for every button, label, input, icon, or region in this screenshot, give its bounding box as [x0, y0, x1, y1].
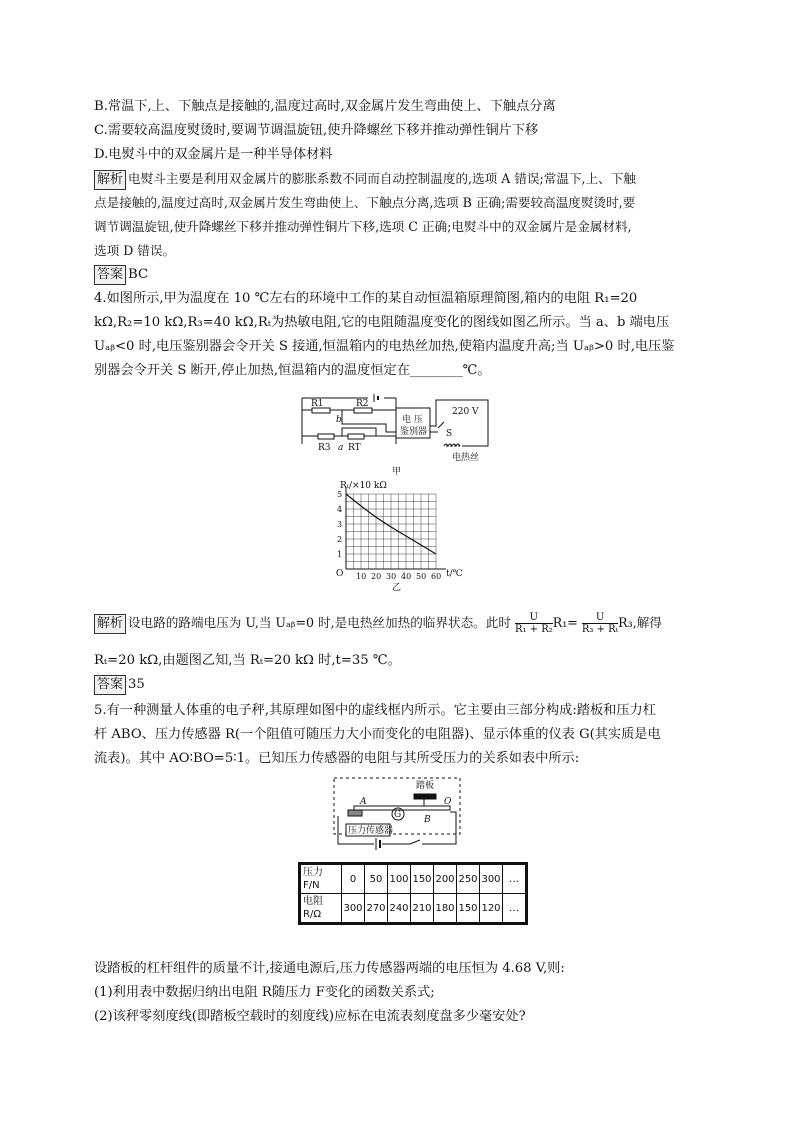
answer-tag: 答案 — [94, 265, 126, 285]
circuit-diagram-jia — [296, 392, 496, 476]
chart-xlabel: t/℃ — [446, 569, 463, 579]
x-tick-label: 20 — [371, 572, 382, 581]
q5-stem-line2: 杆 ABO、压力传感器 R(一个阻值可随压力大小而变化的电阻器)、显示体重的仪表 G(其实质是电 — [94, 727, 661, 742]
x-tick-label: 50 — [416, 572, 427, 581]
q5-condition: 设踏板的杠杆组件的质量不计,接通电源后,压力传感器两端的电压恒为 4.68 V,则: — [94, 961, 565, 976]
table-cell: 240 — [388, 894, 411, 924]
y-tick-label: 5 — [337, 490, 343, 499]
row-header: 压力 F/N — [300, 864, 342, 894]
table-cell: 200 — [434, 864, 457, 894]
q3-option-b: B.常温下,上、下触点是接触的,温度过高时,双金属片发生弯曲使上、下触点分离 — [94, 99, 556, 114]
detector-line1: 电 压 — [402, 415, 423, 425]
table-cell: 0 — [342, 864, 365, 894]
answer-tag: 答案 — [94, 675, 126, 695]
sensor-label: 压力传感器 — [348, 826, 394, 836]
meter-g: G — [394, 810, 402, 820]
label-rt: RT — [348, 443, 361, 453]
q3-option-c: C.需要较高温度熨烫时,要调节调温旋钮,使升降螺丝下移并推动弹性铜片下移 — [94, 123, 539, 138]
pedal-label: 踏板 — [416, 781, 435, 791]
q3-option-d: D.电熨斗中的双金属片是一种半导体材料 — [94, 147, 333, 162]
row-header: 电阻 R/Ω — [300, 894, 342, 924]
voltage-label: 220 V — [452, 407, 479, 417]
table-cell: 300 — [480, 864, 503, 894]
table-cell: 100 — [388, 864, 411, 894]
scale-diagram — [330, 774, 464, 860]
q5-stem-line1: 5.有一种测量人体重的电子秤,其原理如图中的虚线框内所示。它主要由三部分构成:踏板和压力杠 — [94, 703, 656, 718]
chart-ylabel: Rₜ/×10 kΩ — [340, 481, 387, 491]
table-row — [300, 894, 527, 924]
point-o: O — [444, 797, 452, 807]
chart-caption: 乙 — [392, 583, 402, 593]
caption-jia: 甲 — [392, 467, 402, 476]
q4-analysis-line2: Rₜ=20 kΩ,由题图乙知,当 Rₜ=20 kΩ 时,t=35 ℃。 — [94, 653, 401, 668]
label-r2: R2 — [356, 399, 369, 409]
q3-analysis-line3: 调节调温旋钮,使升降螺丝下移并推动弹性铜片下移,选项 C 正确;电熨斗中的双金属片是金属材料, — [94, 219, 632, 234]
y-tick-label: 1 — [337, 550, 343, 559]
y-tick-label: 4 — [337, 505, 343, 514]
table-cell: 300 — [342, 894, 365, 924]
q4-answer: 答案 35 — [94, 674, 145, 696]
table-cell: 150 — [457, 894, 480, 924]
q5-sub2: (2)该秤零刻度线(即踏板空载时的刻度线)应标在电流表刻度盘多少毫安处? — [94, 1009, 526, 1024]
x-tick-label: 40 — [401, 572, 412, 581]
x-tick-label: 60 — [431, 572, 442, 581]
x-tick-label: 30 — [386, 572, 397, 581]
label-r1: R1 — [311, 399, 324, 409]
table-cell: 120 — [480, 894, 503, 924]
table-cell: 150 — [411, 864, 434, 894]
x-tick-label: 10 — [356, 572, 367, 581]
fraction-2: $\frac{U}{\text{R₃ + Rₜ}}$ — [581, 612, 619, 635]
q5-sub1: (1)利用表中数据归纳出电阻 R随压力 F变化的函数关系式; — [94, 985, 435, 1000]
label-b: b — [336, 415, 342, 425]
pressure-resistance-table — [298, 862, 528, 925]
q3-analysis-line2: 点是接触的,温度过高时,双金属片发生弯曲使上、下触点分离,选项 B 正确;需要较高温度熨烫时,要 — [94, 195, 636, 210]
table-cell: 210 — [411, 894, 434, 924]
label-r3: R3 — [318, 443, 331, 453]
table-row — [300, 864, 527, 894]
q4-stem-line3: Uₐᵦ<0 时,电压鉴别器会令开关 S 接通,恒温箱内的电热丝加热,使箱内温度升高;当 Uₐᵦ>0 时,电压鉴 — [94, 339, 675, 354]
switch-label: S — [446, 429, 453, 439]
point-a: A — [360, 797, 367, 807]
q3-analysis-line1: 解析 电熨斗主要是利用双金属片的膨胀系数不同而自动控制温度的,选项 A 错误;常温下,上、下触 — [94, 168, 636, 190]
q4-analysis-line1: 解析 设电路的路端电压为 U,当 Uₐᵦ=0 时,是电热丝加热的临界状态。此时 $\frac{U}{\text{R₁ + R₂}}$ R₁= $\frac{U}{\text{R₃ + Rₜ}}$ R₃,解得 — [94, 612, 662, 635]
label-a: a — [338, 443, 344, 453]
point-b: B — [424, 815, 431, 825]
q3-answer: 答案 BC — [94, 264, 148, 286]
table-cell: … — [503, 894, 527, 924]
table-cell: 50 — [365, 864, 388, 894]
table-cell: … — [503, 864, 527, 894]
chart-origin: O — [336, 569, 344, 579]
q4-stem-line2: kΩ,R₂=10 kΩ,R₃=40 kΩ,Rₜ为热敏电阻,它的电阻随温度变化的图线如图乙所示。当 a、b 端电压 — [94, 315, 670, 330]
fraction-1: $\frac{U}{\text{R₁ + R₂}}$ — [514, 612, 553, 635]
q5-stem-line3: 流表)。其中 AO∶BO=5∶1。已知压力传感器的电阻与其所受压力的关系如表中所示: — [94, 751, 580, 766]
analysis-tag: 解析 — [94, 170, 126, 190]
q3-analysis-line4: 选项 D 错误。 — [94, 243, 176, 258]
heater-label: 电热丝 — [452, 453, 480, 463]
y-tick-label: 2 — [337, 535, 343, 544]
rt-temperature-chart — [330, 478, 470, 594]
q4-stem-line1: 4.如图所示,甲为温度在 10 ℃左右的环境中工作的某自动恒温箱原理简图,箱内的电阻 R₁=20 — [94, 291, 638, 306]
table-cell: 270 — [365, 894, 388, 924]
q4-stem-line4: 别器会令开关 S 断开,停止加热,恒温箱内的温度恒定在________℃。 — [94, 363, 491, 378]
detector-line2: 鉴别器 — [400, 427, 428, 437]
y-tick-label: 3 — [337, 520, 343, 529]
analysis-tag: 解析 — [94, 614, 126, 634]
table-cell: 180 — [434, 894, 457, 924]
table-cell: 250 — [457, 864, 480, 894]
